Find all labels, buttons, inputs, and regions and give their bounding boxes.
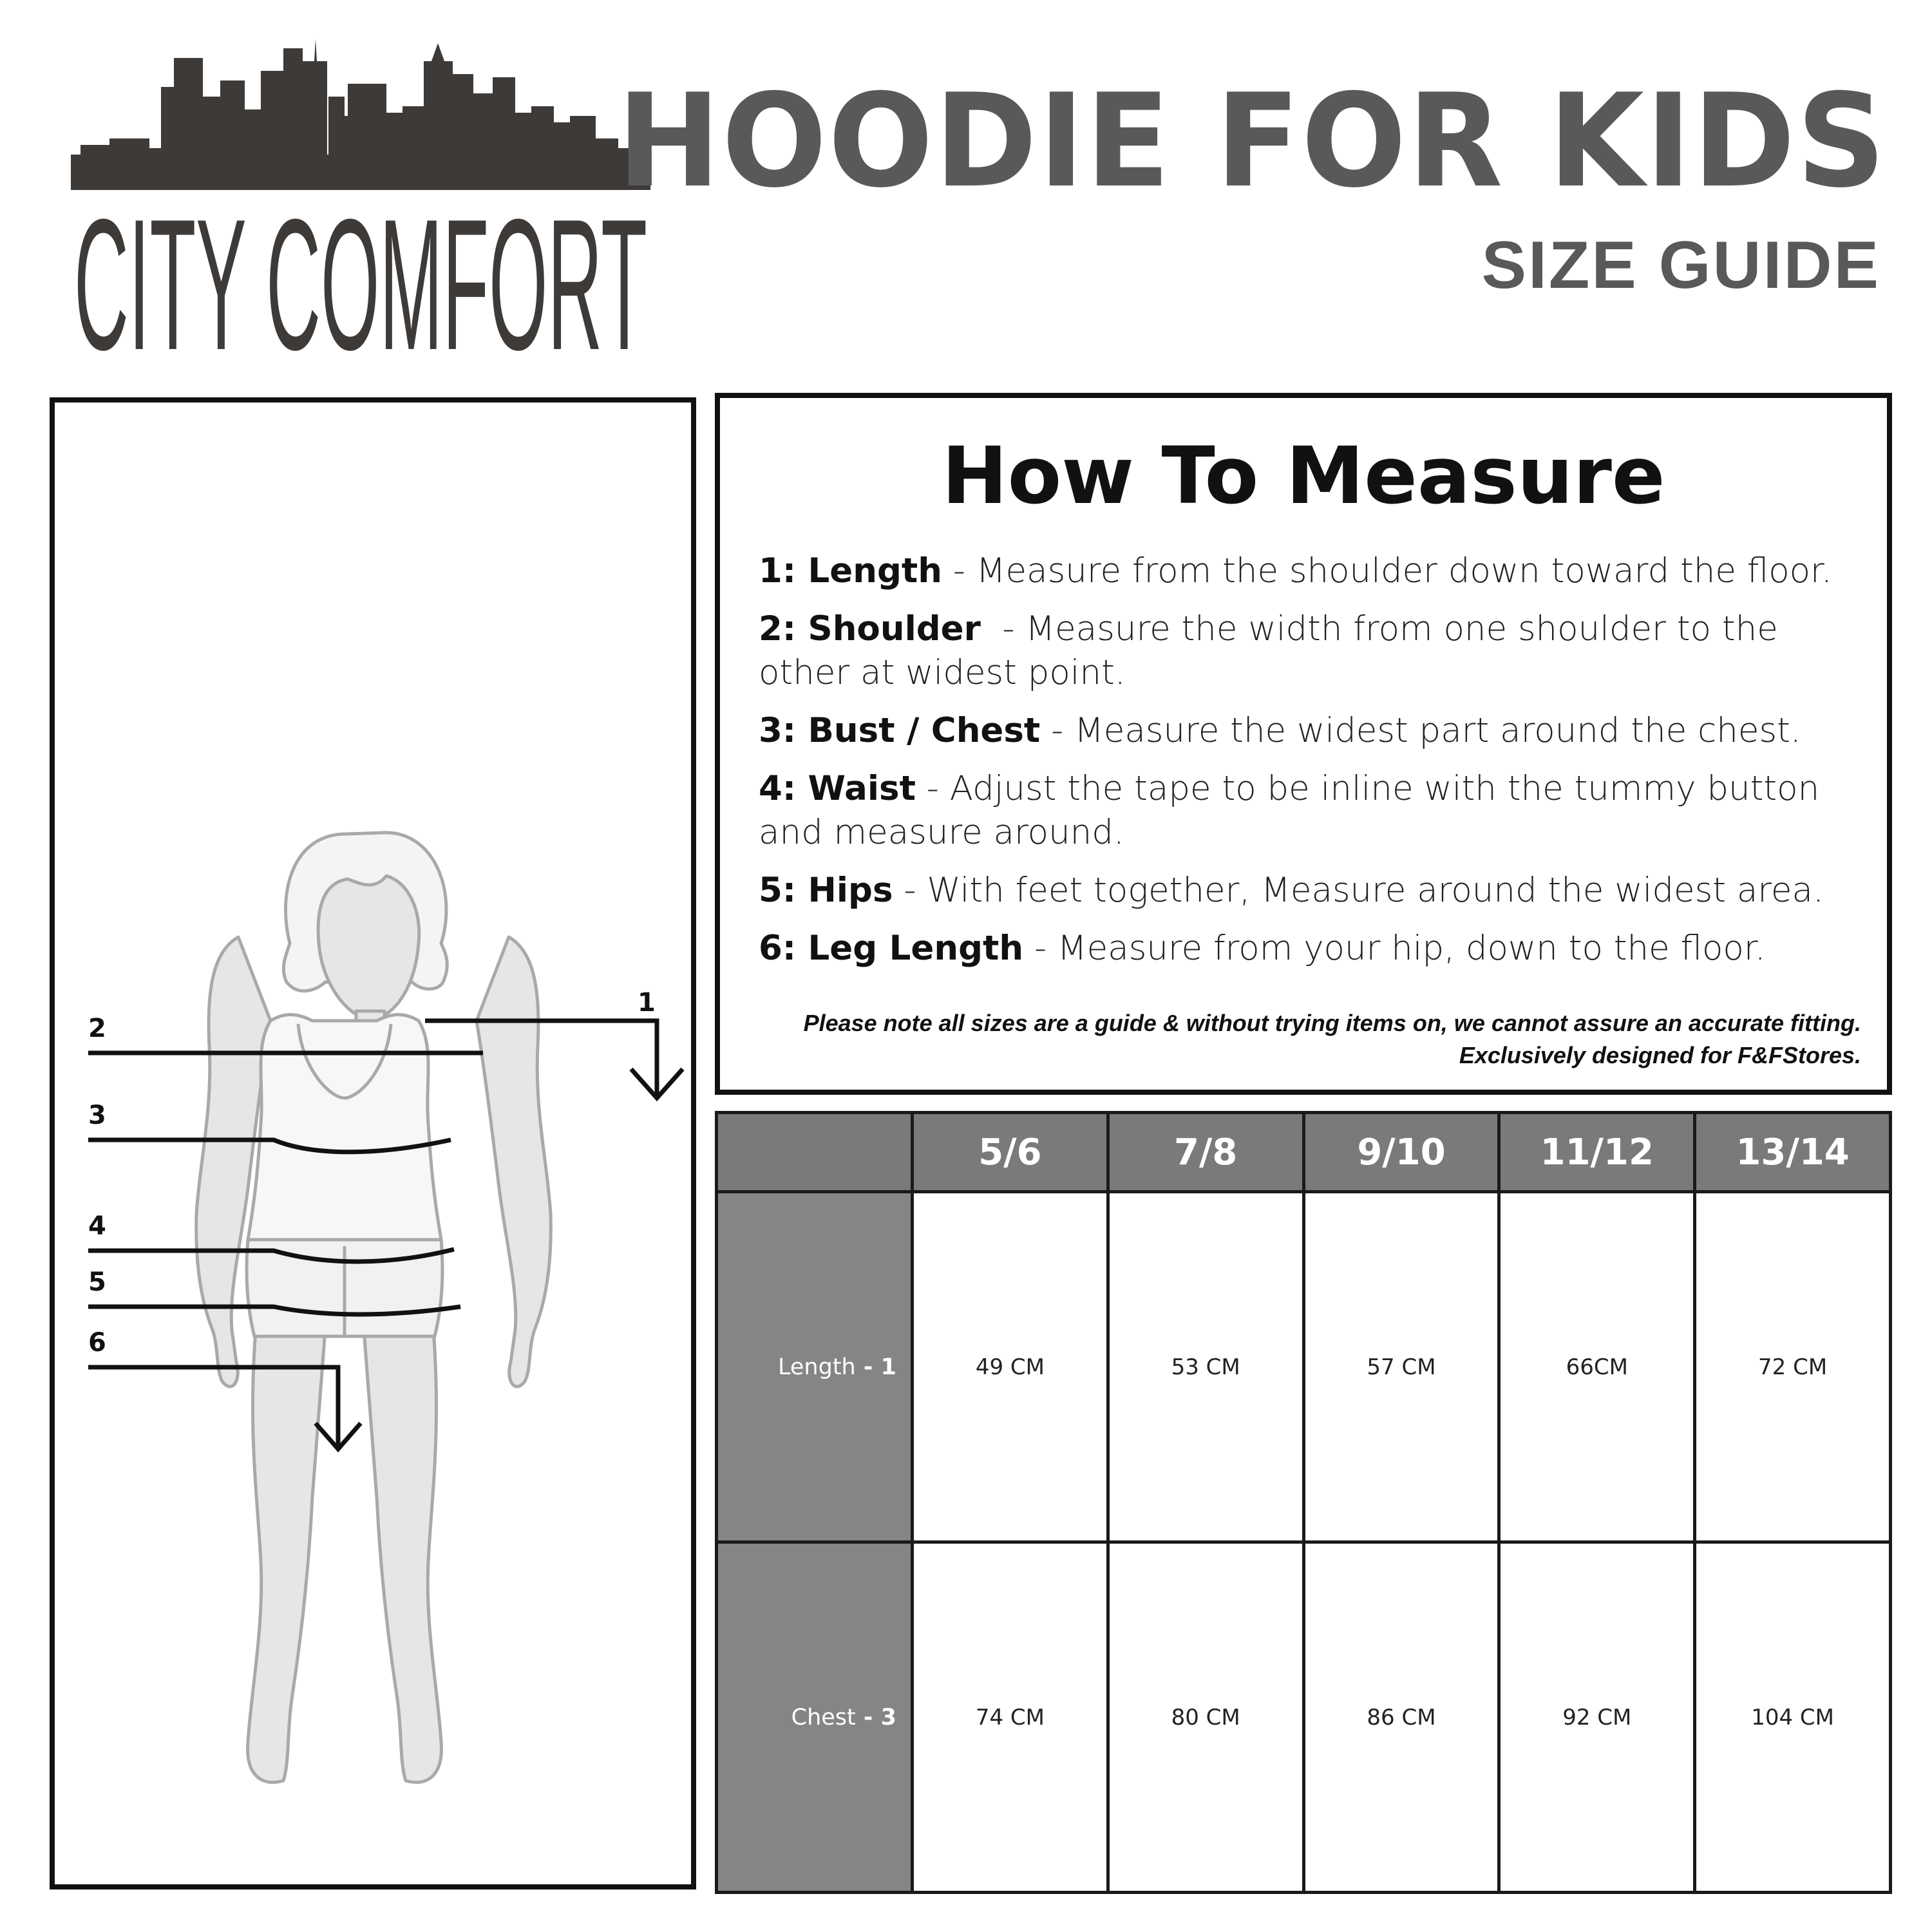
step-waist <box>759 767 1853 855</box>
row-label-name: Length <box>778 1354 856 1380</box>
step-label: 5: Hips <box>759 871 893 910</box>
row-label-ref: - 3 <box>855 1704 896 1730</box>
table-cell: 57 CM <box>1303 1192 1499 1542</box>
size-header-5-6: 5/6 <box>913 1113 1108 1192</box>
size-header-11-12: 11/12 <box>1499 1113 1695 1192</box>
table-cell: 74 CM <box>913 1542 1108 1893</box>
table-cell: 80 CM <box>1108 1542 1303 1893</box>
child-body-diagram <box>55 402 691 1884</box>
marker-2-label: 2 <box>88 1014 106 1043</box>
step-text: - Measure from your hip, down to the floor. <box>1023 929 1766 968</box>
row-label-chest <box>717 1542 913 1893</box>
table-cell: 66CM <box>1499 1192 1695 1542</box>
brand-wordmark <box>71 180 650 389</box>
table-row-length <box>717 1192 1891 1542</box>
table-cell: 104 CM <box>1695 1542 1891 1893</box>
step-label: 6: Leg Length <box>759 929 1024 968</box>
row-label-ref: - 1 <box>855 1354 896 1380</box>
step-leg-length <box>759 927 1853 971</box>
step-label: 3: Bust / Chest <box>759 711 1041 750</box>
table-cell: 86 CM <box>1303 1542 1499 1893</box>
size-chart-table <box>715 1111 1892 1894</box>
table-cell: 53 CM <box>1108 1192 1303 1542</box>
step-hips <box>759 869 1853 913</box>
how-to-measure-title: How To Measure <box>942 430 1665 522</box>
how-to-measure-panel <box>715 393 1892 1095</box>
row-label-name: Chest <box>791 1704 856 1730</box>
table-row-chest <box>717 1542 1891 1893</box>
row-label-length <box>717 1192 913 1542</box>
step-text: - With feet together, Measure around the widest area. <box>893 871 1824 910</box>
step-text: - Adjust the tape to be inline with the tummy button and measure around. <box>759 769 1820 852</box>
step-text: - Measure the width from one shoulder to the other at widest point. <box>759 609 1789 692</box>
city-comfort-logo <box>71 35 650 389</box>
marker-1-label: 1 <box>638 988 656 1018</box>
table-corner-cell <box>717 1113 913 1192</box>
body-measurement-figure-panel <box>50 397 696 1889</box>
size-header-7-8: 7/8 <box>1108 1113 1303 1192</box>
step-length <box>759 549 1853 593</box>
step-text: - Measure the widest part around the chest. <box>1040 711 1801 750</box>
marker-4-label: 4 <box>88 1211 106 1241</box>
marker-5-label: 5 <box>88 1267 106 1297</box>
table-cell: 49 CM <box>913 1192 1108 1542</box>
size-header-13-14: 13/14 <box>1695 1113 1891 1192</box>
step-shoulder <box>759 607 1853 695</box>
table-cell: 72 CM <box>1695 1192 1891 1542</box>
step-bust-chest <box>759 709 1853 753</box>
step-text: - Measure from the shoulder down toward the floor. <box>942 551 1832 591</box>
step-label: 2: Shoulder <box>759 609 981 649</box>
page-title: HOODIE FOR KIDS <box>617 66 1887 216</box>
step-label: 1: Length <box>759 551 942 591</box>
sizing-disclaimer: Please note all sizes are a guide & without trying items on, we cannot assure an accurate fitting. <box>803 1010 1861 1036</box>
marker-6-label: 6 <box>88 1328 106 1358</box>
brand-name-text: CITY COMFORT <box>74 180 647 389</box>
exclusive-design-note: Exclusively designed for F&FStores. <box>1459 1042 1861 1068</box>
page-subtitle: SIZE GUIDE <box>1481 228 1880 303</box>
size-header-9-10: 9/10 <box>1303 1113 1499 1192</box>
city-skyline-icon <box>71 35 650 190</box>
disclaimer-notes <box>804 1007 1861 1072</box>
marker-3-label: 3 <box>88 1101 106 1130</box>
measurement-steps-list <box>759 549 1853 985</box>
step-label: 4: Waist <box>759 769 916 808</box>
table-cell: 92 CM <box>1499 1542 1695 1893</box>
size-header-row <box>717 1113 1891 1192</box>
